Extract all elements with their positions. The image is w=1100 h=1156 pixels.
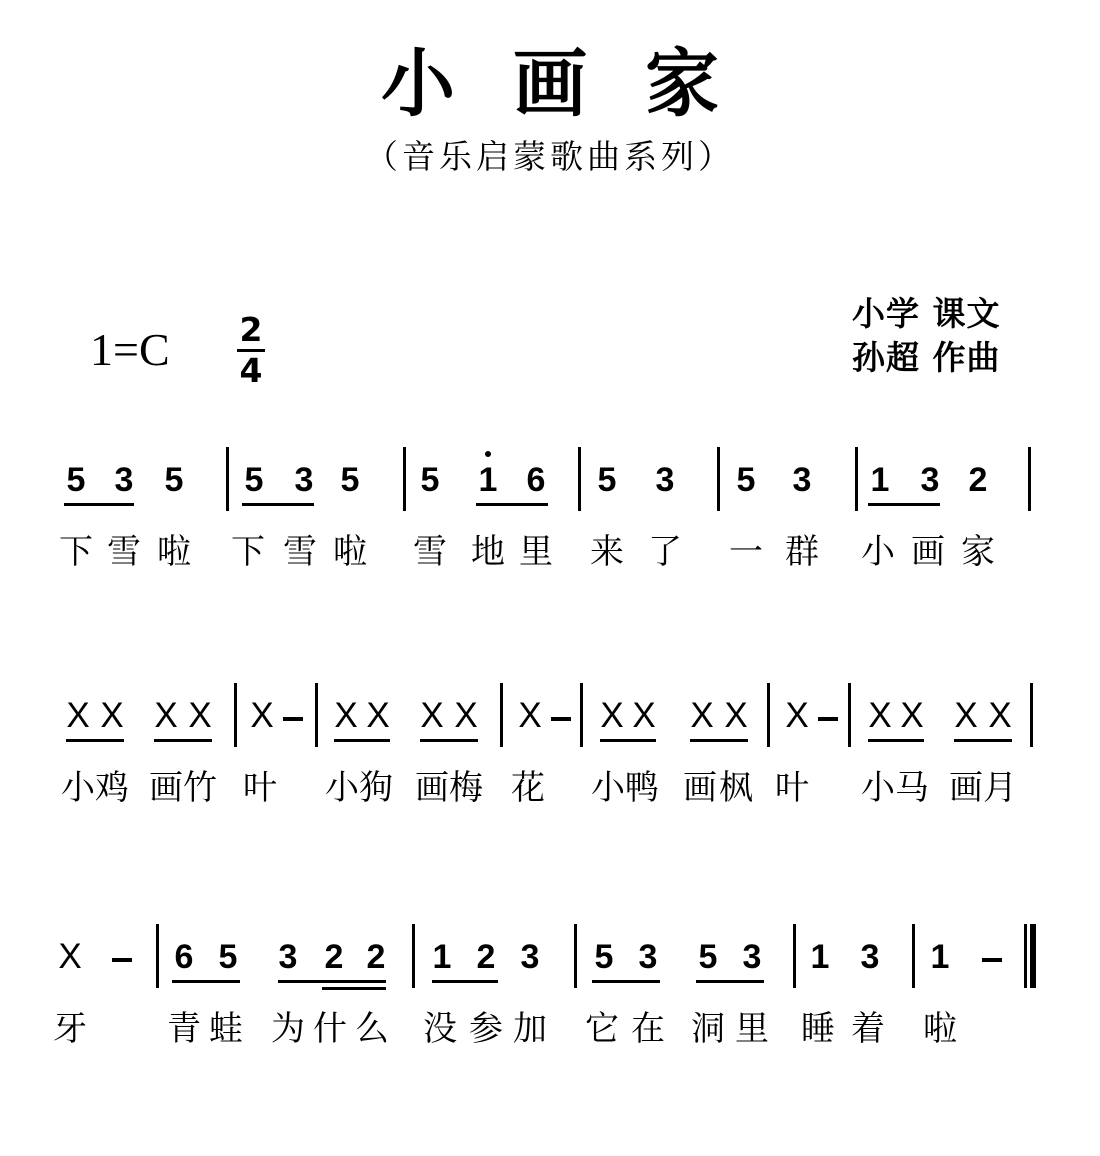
note: 3 <box>742 938 762 976</box>
staff-2 <box>0 696 1100 836</box>
lyric-syllable: 月 <box>983 768 1017 808</box>
barline <box>403 447 406 511</box>
lyric-syllable: 花 <box>511 768 545 808</box>
lyric-syllable: 它 <box>585 1009 619 1049</box>
extension-dash <box>551 717 571 721</box>
rhythm-note: X <box>420 696 444 735</box>
underline-beam <box>172 980 240 983</box>
note: 5 <box>597 461 617 499</box>
lyric-syllable: 为 <box>271 1009 305 1049</box>
octave-dot <box>485 451 491 457</box>
underline-beam <box>868 739 924 742</box>
lyric-syllable: 小 <box>325 768 359 808</box>
barline <box>156 924 159 988</box>
lyric-syllable: 里 <box>735 1009 769 1049</box>
note: 6 <box>526 461 546 499</box>
lyric-syllable: 下 <box>59 532 93 572</box>
underline-beam <box>600 739 656 742</box>
lyric-syllable: 马 <box>895 768 929 808</box>
note: 6 <box>174 938 194 976</box>
note: 1 <box>478 461 498 499</box>
double-underline-beam <box>322 987 386 990</box>
underline-beam <box>868 503 940 506</box>
rhythm-note: X <box>188 696 212 735</box>
lyric-syllable: 么 <box>355 1009 389 1049</box>
lyric-syllable: 画 <box>683 768 717 808</box>
note: 3 <box>920 461 940 499</box>
song-title: 小画家 <box>381 41 777 127</box>
rhythm-note: X <box>454 696 478 735</box>
composer-credit: 孙超 作曲 <box>852 338 1001 377</box>
barline <box>578 447 581 511</box>
underline-beam <box>476 503 548 506</box>
note: 3 <box>638 938 658 976</box>
lyric-syllable: 小 <box>61 768 95 808</box>
note: 1 <box>810 938 830 976</box>
underline-beam <box>696 980 764 983</box>
note: 3 <box>114 461 134 499</box>
lyric-syllable: 下 <box>231 532 265 572</box>
lyric-syllable: 青 <box>167 1009 201 1049</box>
rhythm-note: X <box>154 696 178 735</box>
rhythm-note: X <box>250 696 274 735</box>
barline <box>1028 447 1031 511</box>
underline-beam <box>420 739 478 742</box>
note: 1 <box>432 938 452 976</box>
final-barline-thin <box>1024 924 1027 988</box>
credits <box>852 292 1001 380</box>
underline-beam <box>66 739 124 742</box>
barline <box>717 447 720 511</box>
staff-3 <box>0 937 1100 1077</box>
lyric-syllable: 画 <box>949 768 983 808</box>
note: 5 <box>420 461 440 499</box>
time-signature-bottom: 4 <box>239 351 263 390</box>
final-barline-thick <box>1030 924 1036 988</box>
final-barline <box>1024 924 1036 988</box>
underline-beam <box>690 739 748 742</box>
lyric-syllable: 没 <box>423 1009 457 1049</box>
lyricist-credit: 小学 课文 <box>852 294 1001 333</box>
barline <box>500 683 503 747</box>
underline-beam <box>154 739 212 742</box>
underline-beam <box>64 503 134 506</box>
extension-dash <box>982 958 1002 962</box>
staff-1 <box>0 460 1100 600</box>
note: 5 <box>698 938 718 976</box>
barline <box>580 683 583 747</box>
barline <box>1030 683 1033 747</box>
lyric-syllable: 地 <box>471 532 505 572</box>
lyric-syllable: 小 <box>861 532 895 572</box>
lyric-syllable: 啦 <box>333 532 367 572</box>
lyric-syllable: 雪 <box>283 532 317 572</box>
lyric-syllable: 里 <box>519 532 553 572</box>
barline <box>234 683 237 747</box>
lyric-syllable: 来 <box>590 532 624 572</box>
barline <box>793 924 796 988</box>
rhythm-note: X <box>100 696 124 735</box>
underline-beam <box>592 980 660 983</box>
underline-beam <box>278 980 386 983</box>
lyric-syllable: 参 <box>469 1009 503 1049</box>
lyric-syllable: 枫 <box>719 768 753 808</box>
rhythm-note: X <box>66 696 90 735</box>
time-signature <box>232 312 270 389</box>
barline <box>574 924 577 988</box>
note: 5 <box>340 461 360 499</box>
barline <box>855 447 858 511</box>
note: 5 <box>164 461 184 499</box>
lyric-syllable: 雪 <box>413 532 447 572</box>
lyric-syllable: 洞 <box>691 1009 725 1049</box>
note: 3 <box>520 938 540 976</box>
rhythm-note: X <box>366 696 390 735</box>
rhythm-note: X <box>954 696 978 735</box>
note: 3 <box>278 938 298 976</box>
note: 5 <box>594 938 614 976</box>
lyric-syllable: 啦 <box>157 532 191 572</box>
extension-dash <box>112 958 132 962</box>
lyric-syllable: 鸡 <box>95 768 129 808</box>
barline <box>912 924 915 988</box>
lyric-syllable: 小 <box>591 768 625 808</box>
lyric-syllable: 狗 <box>359 768 393 808</box>
underline-beam <box>242 503 314 506</box>
lyric-syllable: 叶 <box>775 768 809 808</box>
note: 5 <box>244 461 264 499</box>
note: 3 <box>655 461 675 499</box>
lyric-syllable: 小 <box>861 768 895 808</box>
underline-beam <box>954 739 1012 742</box>
underline-beam <box>432 980 498 983</box>
note: 1 <box>870 461 890 499</box>
rhythm-note: X <box>900 696 924 735</box>
note: 2 <box>968 461 988 499</box>
note: 2 <box>476 938 496 976</box>
rhythm-note: X <box>690 696 714 735</box>
note: 5 <box>736 461 756 499</box>
lyric-syllable: 在 <box>631 1009 665 1049</box>
rhythm-note: X <box>785 696 809 735</box>
lyric-syllable: 什 <box>313 1009 347 1049</box>
note: 2 <box>366 938 386 976</box>
lyric-syllable: 蛙 <box>209 1009 243 1049</box>
barline <box>315 683 318 747</box>
note: 2 <box>324 938 344 976</box>
lyric-syllable: 鸭 <box>625 768 659 808</box>
rhythm-note: X <box>868 696 892 735</box>
rhythm-note: X <box>988 696 1012 735</box>
lyric-syllable: 了 <box>648 532 682 572</box>
note: 1 <box>930 938 950 976</box>
lyric-syllable: 梅 <box>449 768 483 808</box>
lyric-syllable: 群 <box>785 532 819 572</box>
rhythm-note: X <box>518 696 542 735</box>
rhythm-note: X <box>334 696 358 735</box>
lyric-syllable: 啦 <box>923 1009 957 1049</box>
barline <box>412 924 415 988</box>
note: 3 <box>792 461 812 499</box>
lyric-syllable: 雪 <box>107 532 141 572</box>
note: 3 <box>860 938 880 976</box>
rhythm-note: X <box>632 696 656 735</box>
extension-dash <box>283 717 303 721</box>
note: 5 <box>66 461 86 499</box>
lyric-syllable: 加 <box>513 1009 547 1049</box>
lyric-syllable: 家 <box>961 532 995 572</box>
time-signature-top: 2 <box>239 310 263 349</box>
note: 5 <box>218 938 238 976</box>
rhythm-note: X <box>600 696 624 735</box>
extension-dash <box>818 717 838 721</box>
lyric-syllable: 一 <box>729 532 763 572</box>
lyric-syllable: 睡 <box>801 1009 835 1049</box>
lyric-syllable: 牙 <box>53 1009 87 1049</box>
barline <box>767 683 770 747</box>
rhythm-note: X <box>724 696 748 735</box>
lyric-syllable: 着 <box>851 1009 885 1049</box>
barline <box>226 447 229 511</box>
rhythm-note: X <box>58 937 82 976</box>
key-signature: 1=C <box>90 324 170 375</box>
lyric-syllable: 画 <box>911 532 945 572</box>
lyric-syllable: 画 <box>415 768 449 808</box>
song-subtitle: （音乐启蒙歌曲系列） <box>365 137 735 176</box>
barline <box>848 683 851 747</box>
lyric-syllable: 竹 <box>183 768 217 808</box>
note: 3 <box>294 461 314 499</box>
lyric-syllable: 画 <box>149 768 183 808</box>
underline-beam <box>334 739 390 742</box>
lyric-syllable: 叶 <box>243 768 277 808</box>
